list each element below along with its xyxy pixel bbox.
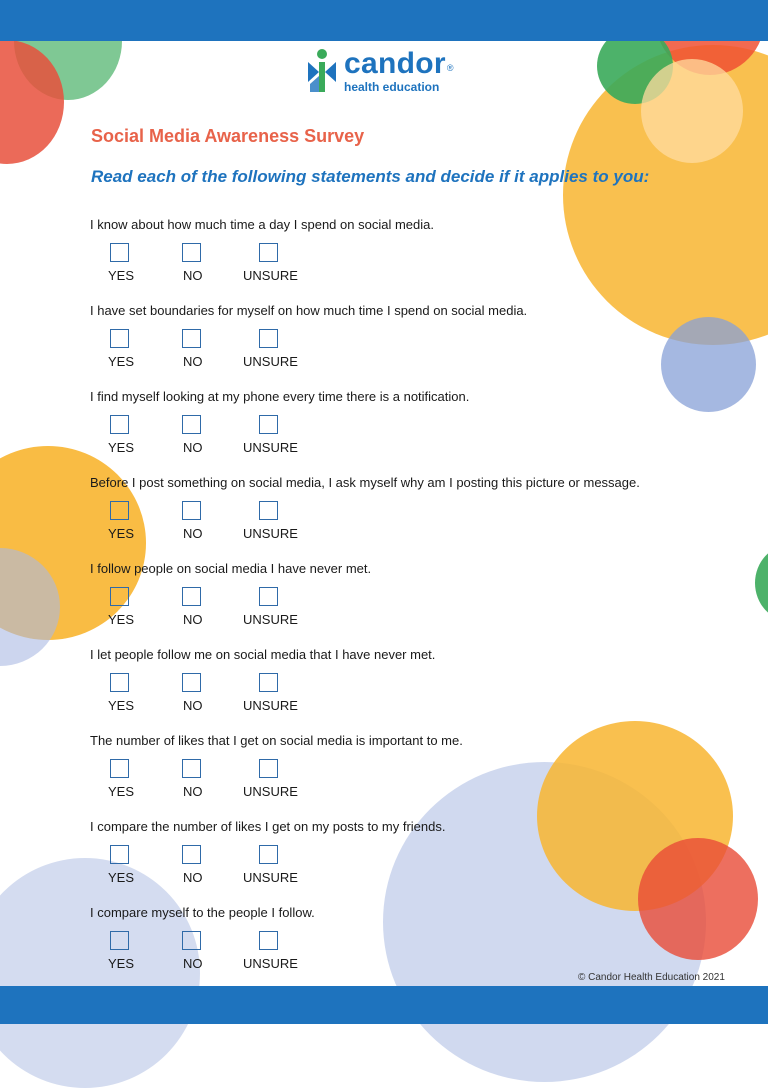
unsure-label: UNSURE [243, 612, 298, 627]
unsure-label: UNSURE [243, 698, 298, 713]
yes-checkbox[interactable] [110, 329, 129, 348]
no-checkbox[interactable] [182, 415, 201, 434]
option-unsure [242, 329, 302, 373]
no-checkbox[interactable] [182, 845, 201, 864]
yes-label: YES [108, 784, 135, 799]
candor-logo [306, 48, 453, 94]
option-no [182, 501, 242, 545]
no-label: NO [183, 870, 203, 885]
no-label: NO [183, 354, 203, 369]
question-text: I know about how much time a day I spend on social media. [90, 217, 434, 232]
unsure-checkbox[interactable] [259, 845, 278, 864]
unsure-checkbox[interactable] [259, 243, 278, 262]
unsure-label: UNSURE [243, 870, 298, 885]
option-yes [110, 415, 170, 459]
copyright-notice: © Candor Health Education 2021 [578, 972, 725, 983]
yes-checkbox[interactable] [110, 845, 129, 864]
yes-checkbox[interactable] [110, 415, 129, 434]
yes-label: YES [108, 698, 135, 713]
no-checkbox[interactable] [182, 329, 201, 348]
option-yes [110, 243, 170, 287]
survey-question [90, 389, 710, 469]
survey-question [90, 819, 710, 899]
question-text: I compare the number of likes I get on my posts to my friends. [90, 819, 446, 834]
candor-figure-icon [306, 48, 338, 94]
option-no [182, 329, 242, 373]
option-unsure [242, 587, 302, 631]
question-text: I follow people on social media I have never met. [90, 561, 372, 576]
option-no [182, 845, 242, 889]
no-label: NO [183, 526, 203, 541]
option-no [182, 243, 242, 287]
survey-question [90, 217, 710, 297]
no-label: NO [183, 268, 203, 283]
decor-circle-cream-tr [641, 59, 743, 163]
option-unsure [242, 931, 302, 975]
option-no [182, 587, 242, 631]
option-yes [110, 931, 170, 975]
survey-question [90, 475, 710, 555]
no-label: NO [183, 956, 203, 971]
survey-question [90, 647, 710, 727]
option-unsure [242, 243, 302, 287]
unsure-label: UNSURE [243, 268, 298, 283]
no-label: NO [183, 784, 203, 799]
option-yes [110, 501, 170, 545]
option-yes [110, 329, 170, 373]
option-no [182, 931, 242, 975]
yes-label: YES [108, 956, 135, 971]
option-yes [110, 587, 170, 631]
option-unsure [242, 501, 302, 545]
yes-label: YES [108, 612, 135, 627]
top-banner [0, 0, 768, 41]
no-label: NO [183, 698, 203, 713]
option-unsure [242, 759, 302, 803]
bottom-banner [0, 986, 768, 1024]
unsure-label: UNSURE [243, 526, 298, 541]
no-checkbox[interactable] [182, 759, 201, 778]
decor-circle-green-right [755, 545, 768, 621]
survey-question [90, 303, 710, 383]
option-no [182, 673, 242, 717]
no-checkbox[interactable] [182, 673, 201, 692]
brand-name: candor® [344, 47, 454, 80]
option-unsure [242, 415, 302, 459]
unsure-checkbox[interactable] [259, 759, 278, 778]
yes-checkbox[interactable] [110, 501, 129, 520]
option-no [182, 759, 242, 803]
option-unsure [242, 845, 302, 889]
unsure-label: UNSURE [243, 354, 298, 369]
yes-label: YES [108, 354, 135, 369]
unsure-checkbox[interactable] [259, 931, 278, 950]
option-yes [110, 673, 170, 717]
option-yes [110, 759, 170, 803]
unsure-checkbox[interactable] [259, 415, 278, 434]
yes-checkbox[interactable] [110, 931, 129, 950]
unsure-label: UNSURE [243, 440, 298, 455]
survey-question [90, 733, 710, 813]
no-checkbox[interactable] [182, 931, 201, 950]
yes-label: YES [108, 268, 135, 283]
question-text: The number of likes that I get on social media is important to me. [90, 733, 463, 748]
question-text: I let people follow me on social media that I have never met. [90, 647, 436, 662]
yes-checkbox[interactable] [110, 673, 129, 692]
no-checkbox[interactable] [182, 243, 201, 262]
yes-checkbox[interactable] [110, 759, 129, 778]
no-label: NO [183, 612, 203, 627]
unsure-label: UNSURE [243, 784, 298, 799]
no-checkbox[interactable] [182, 587, 201, 606]
unsure-checkbox[interactable] [259, 329, 278, 348]
unsure-checkbox[interactable] [259, 673, 278, 692]
no-label: NO [183, 440, 203, 455]
question-text: Before I post something on social media, I ask myself why am I posting this picture or message. [90, 475, 640, 490]
unsure-label: UNSURE [243, 956, 298, 971]
option-yes [110, 845, 170, 889]
survey-title: Social Media Awareness Survey [91, 126, 365, 146]
yes-label: YES [108, 526, 135, 541]
yes-label: YES [108, 870, 135, 885]
brand-tagline: health education [344, 80, 440, 94]
yes-label: YES [108, 440, 135, 455]
question-text: I find myself looking at my phone every time there is a notification. [90, 389, 470, 404]
survey-question [90, 561, 710, 641]
yes-checkbox[interactable] [110, 587, 129, 606]
unsure-checkbox[interactable] [259, 501, 278, 520]
survey-instructions: Read each of the following statements and decide if it applies to you: [91, 167, 650, 186]
option-unsure [242, 673, 302, 717]
option-no [182, 415, 242, 459]
yes-checkbox[interactable] [110, 243, 129, 262]
question-text: I have set boundaries for myself on how much time I spend on social media. [90, 303, 528, 318]
no-checkbox[interactable] [182, 501, 201, 520]
unsure-checkbox[interactable] [259, 587, 278, 606]
question-text: I compare myself to the people I follow. [90, 905, 315, 920]
